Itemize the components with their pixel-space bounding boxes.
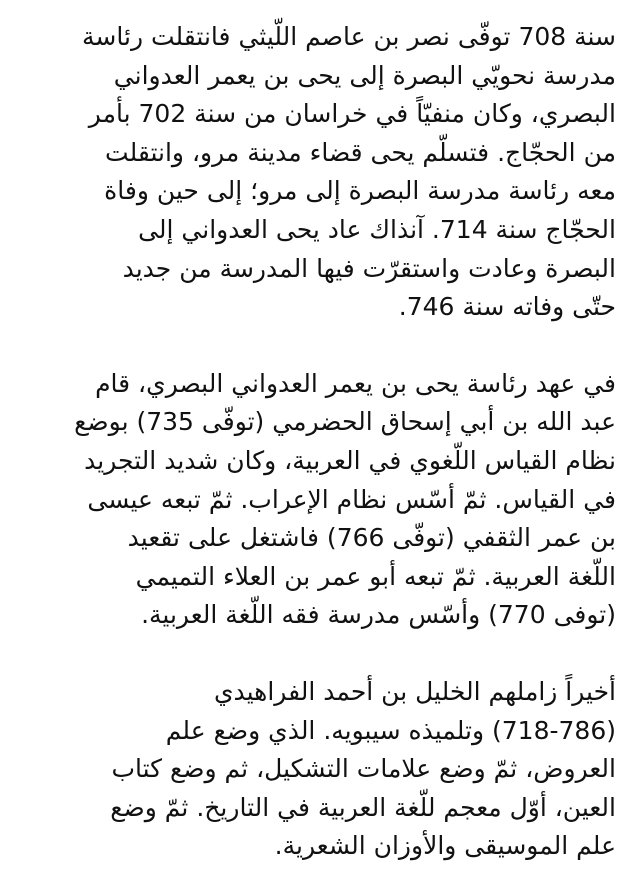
text-line: في عهد رئاسة يحى بن يعمر العدواني البصري، قام [95,368,616,398]
text-line: العين، أوّل معجم للّغة العربية في التاريخ. ثمّ وضع [110,792,616,822]
text-line: عبد الله بن أبي إسحاق الحضرمي (توفّى 735) بوضع [74,407,616,437]
text-line: البصري، وكان منفيّاً في خراسان من سنة 702 بأمر [88,99,616,129]
paragraph-2 [26,365,616,635]
text-line: حتّى وفاته سنة 746. [398,292,616,322]
text-line: سنة 708 توفّى نصر بن عاصم اللّيثي فانتقلت رئاسة [82,22,616,51]
text-line: من الحجّاج. فتسلّم يحى قضاء مدينة مرو، وانتقلت [105,137,616,167]
text-line: في القياس. ثمّ أسّس نظام الإعراب. ثمّ تبعه عيسى [87,484,616,514]
text-line: علم الموسيقى والأوزان الشعرية. [274,831,616,861]
text-line: (توفى 770) وأسّس مدرسة فقه اللّغة العربية. [141,600,616,630]
paragraph-3 [26,673,616,866]
text-line: معه رئاسة مدرسة البصرة إلى مرو؛ إلى حين وفاة [104,176,616,206]
text-line: العروض، ثمّ وضع علامات التشكيل، ثم وضع كتاب [111,754,616,784]
text-line: (718-786) وتلميذه سيبويه. الذي وضع علم [165,715,616,745]
text-line: البصرة وعادت واستقرّت فيها المدرسة من جديد [122,253,616,283]
text-line: الحجّاج سنة 714. آنذاك عاد يحى العدواني إلى [138,214,616,244]
text-line: أخيراً زاملهم الخليل بن أحمد الفراهيدي [213,676,616,706]
text-line: اللّغة العربية. ثمّ تبعه أبو عمر بن العلاء التميمي [135,561,616,591]
paragraph-1 [26,18,616,327]
text-line: مدرسة نحويّي البصرة إلى يحى بن يعمر العدواني [113,60,616,90]
text-line: نظام القياس اللّغوي في العربية، وكان شديد التجريد [84,445,616,475]
text-line: بن عمر الثقفي (توفّى 766) فاشتغل على تقعيد [127,523,616,553]
